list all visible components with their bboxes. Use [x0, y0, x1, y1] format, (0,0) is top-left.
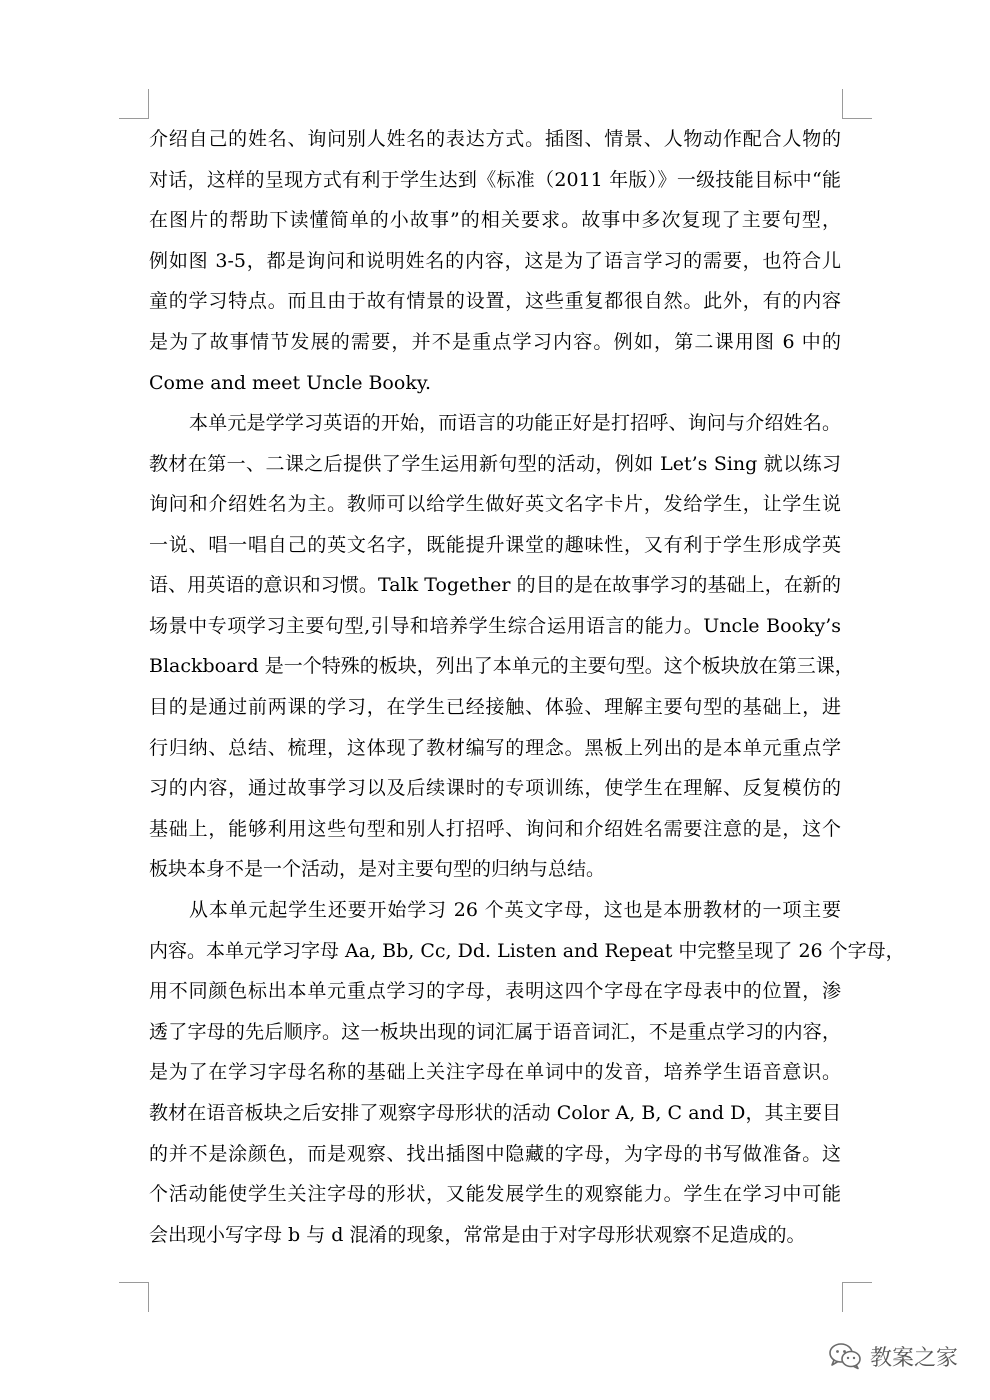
- text-line: 板块本身不是一个活动，是对主要句型的归纳与总结。: [149, 858, 606, 880]
- crop-mark-top-left-h: [119, 118, 149, 119]
- crop-mark-bottom-left-v: [148, 1282, 149, 1312]
- watermark-text: 教案之家: [869, 1345, 958, 1371]
- text-line: 教材在第一、二课之后提供了学生运用新句型的活动，例如 Let’s Sing 就以练习: [149, 453, 841, 475]
- text-line: 从本单元起学生还要开始学习 26 个英文字母，这也是本册教材的一项主要: [189, 899, 841, 921]
- text-line: 习的内容，通过故事学习以及后续课时的专项训练，使学生在理解、反复模仿的: [149, 777, 841, 799]
- text-line: 是为了故事情节发展的需要，并不是重点学习内容。例如，第二课用图 6 中的: [149, 331, 841, 353]
- text-line: 透了字母的先后顺序。这一板块出现的词汇属于语音词汇，不是重点学习的内容，: [149, 1021, 841, 1043]
- text-line: 场景中专项学习主要句型,引导和培养学生综合运用语言的能力。Uncle Booky’s: [149, 615, 841, 637]
- text-line: 语、用英语的意识和习惯。Talk Together 的目的是在故事学习的基础上，在新的: [149, 574, 841, 596]
- text-line: 会出现小写字母 b 与 d 混淆的现象，常常是由于对字母形状观察不足造成的。: [149, 1224, 806, 1246]
- text-line: 的并不是涂颜色，而是观察、找出插图中隐藏的字母，为字母的书写做准备。这: [149, 1143, 841, 1165]
- text-line: 本单元是学学习英语的开始，而语言的功能正好是打招呼、询问与介绍姓名。: [189, 412, 841, 434]
- crop-mark-bottom-left-h: [119, 1282, 149, 1283]
- crop-mark-bottom-right-h: [842, 1282, 872, 1283]
- text-line: 例如图 3-5，都是询问和说明姓名的内容，这是为了语言学习的需要，也符合儿: [149, 250, 841, 272]
- text-line: 用不同颜色标出本单元重点学习的字母，表明这四个字母在字母表中的位置，渗: [149, 980, 841, 1002]
- text-line: 教材在语音板块之后安排了观察字母形状的活动 Color A, B, C and D，其主要目: [149, 1102, 841, 1124]
- crop-mark-bottom-right-v: [842, 1282, 843, 1312]
- text-line: 是为了在学习字母名称的基础上关注字母在单词中的发音，培养学生语音意识。: [149, 1061, 841, 1083]
- text-line: 对话，这样的呈现方式有利于学生达到《标准（2011 年版）》一级技能目标中“能: [149, 169, 841, 191]
- text-line: 目的是通过前两课的学习，在学生已经接触、体验、理解主要句型的基础上，进: [149, 696, 841, 718]
- watermark: [828, 1338, 958, 1374]
- text-line: 询问和介绍姓名为主。教师可以给学生做好英文名字卡片，发给学生，让学生说: [149, 493, 841, 515]
- text-line: Blackboard 是一个特殊的板块，列出了本单元的主要句型。这个板块放在第三课，: [149, 655, 854, 677]
- text-line: 介绍自己的姓名、询问别人姓名的表达方式。插图、情景、人物动作配合人物的: [149, 128, 841, 150]
- text-line: 行归纳、总结、梳理，这体现了教材编写的理念。黑板上列出的是本单元重点学: [149, 737, 841, 759]
- text-line: 个活动能使学生关注字母的形状，又能发展学生的观察能力。学生在学习中可能: [149, 1183, 841, 1205]
- text-line: Come and meet Uncle Booky.: [149, 372, 432, 394]
- text-line: 内容。本单元学习字母 Aa, Bb, Cc, Dd. Listen and Repeat 中完整呈现了 26 个字母，: [149, 940, 905, 962]
- text-line: 基础上，能够利用这些句型和别人打招呼、询问和介绍姓名需要注意的是，这个: [149, 818, 841, 840]
- wechat-icon: [828, 1342, 862, 1370]
- crop-mark-top-left-v: [148, 89, 149, 119]
- text-line: 一说、唱一唱自己的英文名字，既能提升课堂的趣味性，又有利于学生形成学英: [149, 534, 841, 556]
- crop-mark-top-right-v: [842, 89, 843, 119]
- text-line: 童的学习特点。而且由于故有情景的设置，这些重复都很自然。此外，有的内容: [149, 290, 841, 312]
- text-line: 在图片的帮助下读懂简单的小故事”的相关要求。故事中多次复现了主要句型，: [149, 209, 841, 231]
- crop-mark-top-right-h: [842, 118, 872, 119]
